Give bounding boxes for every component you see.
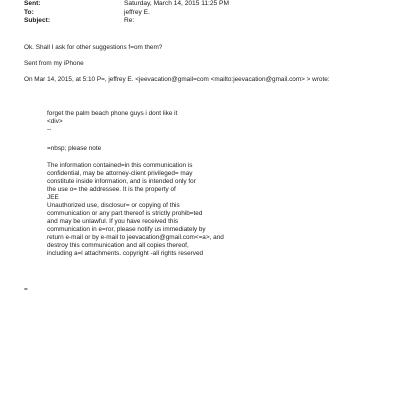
- quoted-line: return e-mail or by e-mail to jeevacation@gmail.com<=a>, and: [47, 234, 224, 241]
- quoted-line: destroy this communication and all copies thereof,: [47, 242, 189, 249]
- subject-value: Re:: [124, 17, 135, 24]
- quoted-line: constitute inside information, and is intended only for: [47, 178, 196, 185]
- subject-row: [24, 17, 134, 25]
- quoted-line: communication or any part thereof is strictly prohib=ted: [47, 210, 203, 217]
- quoted-line: communication in e=ror, please notify us immediately by: [47, 226, 206, 233]
- quoted-line: Unauthorized use, disclosur= or copying of this: [47, 202, 180, 209]
- sent-value: Saturday, March 14, 2015 11:25 PM: [124, 0, 229, 7]
- quoted-line: --: [47, 126, 52, 133]
- sent-row: [24, 0, 229, 8]
- trailing-equals: =: [24, 286, 28, 293]
- quoted-line: <div>: [47, 118, 63, 125]
- body-line-1: Ok. Shall I ask for other suggestions f=om them?: [24, 44, 163, 51]
- quoted-line: the use o= the addressee. It is the property of: [47, 186, 176, 193]
- quoted-line: The information contained=in this communication is: [47, 162, 193, 169]
- body-line-3: On Mar 14, 2015, at 5:10 P=, jeffrey E. <jeevacation@gmail=com <mailto:jeevacation@gmail.com> > wrote:: [24, 76, 330, 83]
- quoted-line: =nbsp; please note: [47, 145, 102, 152]
- quoted-line: forget the palm beach phone guys i dont like it: [47, 110, 178, 117]
- quoted-line: JEE: [47, 194, 59, 201]
- subject-label: Subject:: [24, 17, 51, 24]
- to-row: [24, 9, 150, 17]
- quoted-line: confidential, may be attorney-client privileged= may: [47, 170, 193, 177]
- quoted-line: and may be unlawful. If you have received this: [47, 218, 179, 225]
- to-label: To:: [24, 8, 34, 16]
- body-line-2: Sent from my iPhone: [24, 60, 84, 67]
- quoted-line: including a=l attachments. copyright -all rights reserved: [47, 250, 204, 257]
- to-value: jeffrey E.: [124, 8, 150, 16]
- sent-label: Sent:: [24, 0, 41, 7]
